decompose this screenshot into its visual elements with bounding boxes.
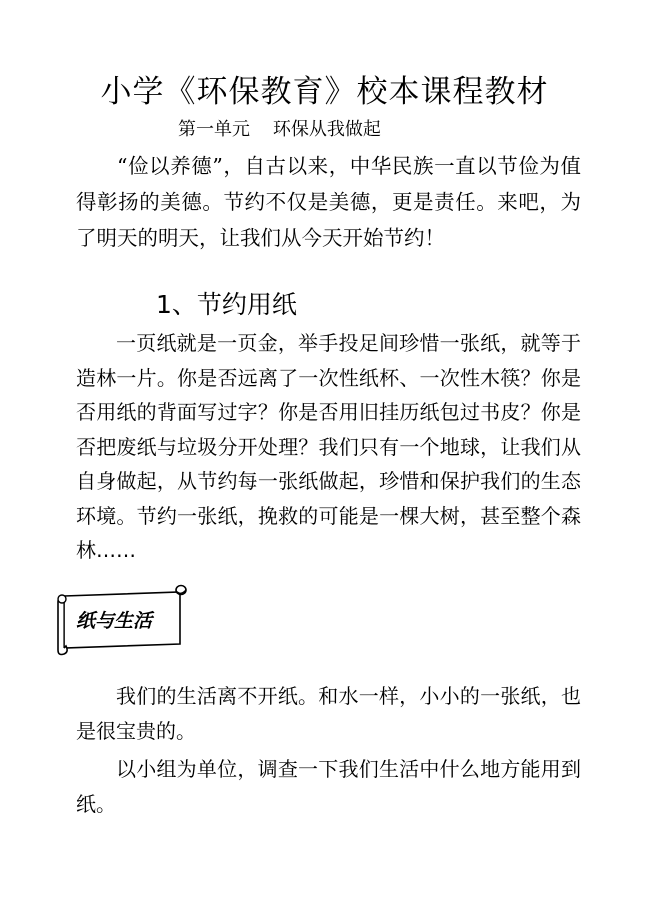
page-title: 小学《环保教育》校本课程教材 — [100, 74, 549, 110]
intro-paragraph: “俭以养德”，自古以来，中华民族一直以节俭为值得彰扬的美德。节约不仅是美德，更是责任。来吧，为了明天的明天，让我们从今天开始节约！ — [76, 154, 581, 250]
unit-heading: 第一单元 环保从我做起 — [178, 119, 381, 140]
scroll-banner-label: 纸与生活 — [76, 610, 153, 632]
paragraph-2: 我们的生活离不开纸。和水一样，小小的一张纸，也是很宝贵的。 — [76, 684, 581, 743]
paragraph-3: 以小组为单位，调查一下我们生活中什么地方能用到纸。 — [76, 757, 581, 816]
section-paragraph: 一页纸就是一页金，举手投足间珍惜一张纸，就等于造林一片。你是否远离了一次性纸杯、一次性木筷？你是否用纸的背面写过字？你是否用旧挂历纸包过书皮？你是否把废纸与垃圾分开处理？我们只有一个地球，让我们从自身做起，从节约每一张纸做起，珍惜和保护我们的生态环境。节约一张纸，挽救的可能是一棵大树，甚至整个森林…… — [76, 331, 581, 562]
section-heading: 1、节约用纸 — [156, 290, 297, 319]
scroll-banner — [54, 582, 194, 658]
